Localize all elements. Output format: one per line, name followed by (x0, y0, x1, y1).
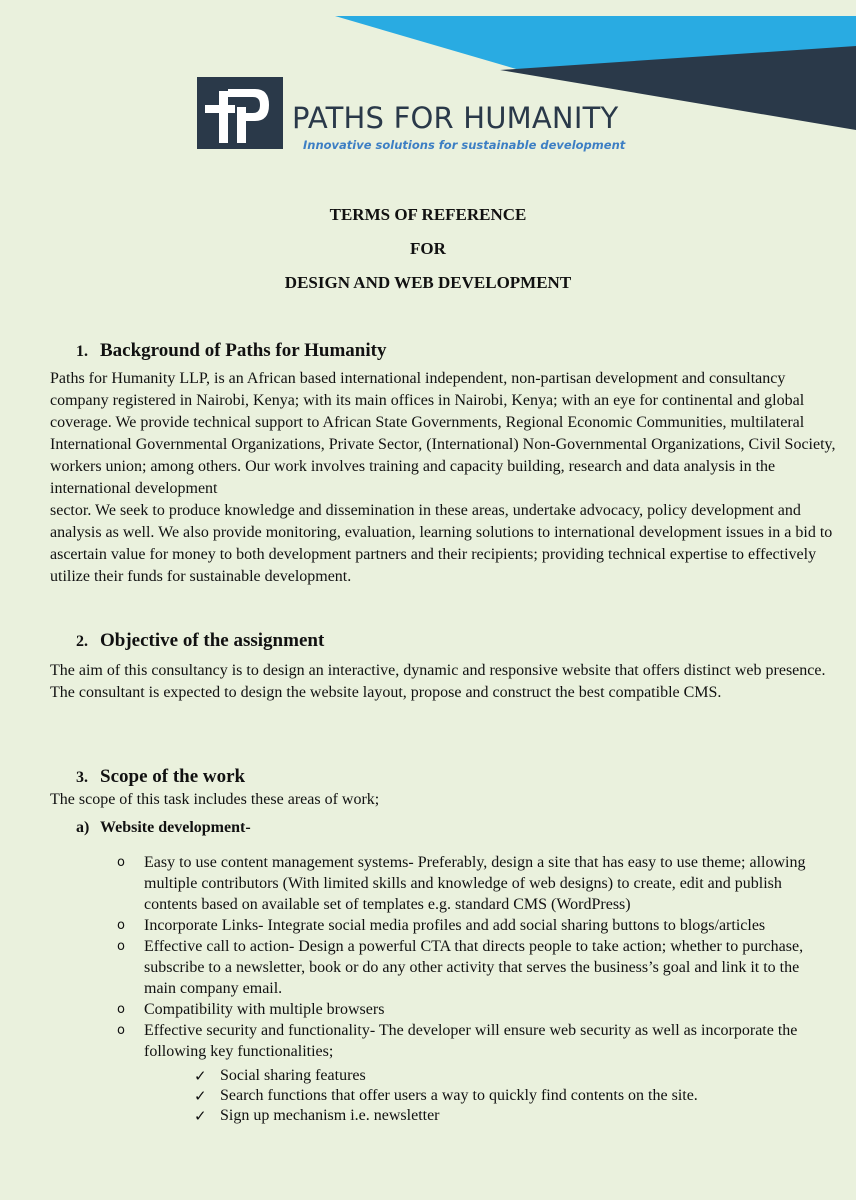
section-number: 2. (76, 633, 88, 650)
check-icon: ✓ (194, 1067, 207, 1085)
key-functionalities-checklist (194, 1066, 814, 1126)
subsection-heading-website-development (76, 819, 251, 837)
section-paragraph-scope: The scope of this task includes these areas of work; (50, 791, 380, 808)
checklist-item (194, 1066, 814, 1086)
section-title: Scope of the work (100, 766, 246, 787)
checklist-item-text: Search functions that offer users a way to quickly find contents on the site. (220, 1087, 698, 1104)
check-icon: ✓ (194, 1107, 207, 1125)
list-item-text: Effective security and functionality- The developer will ensure web security as well as incorporate the following key functionalities; (144, 1022, 798, 1060)
section-number: 3. (76, 769, 88, 786)
section-number: 1. (76, 343, 88, 360)
logo-name: PATHS FOR HUMANITY (292, 101, 619, 135)
list-item (117, 915, 817, 936)
bullet-marker: o (117, 918, 125, 933)
list-item (117, 999, 817, 1020)
subsection-label: a) (76, 819, 90, 836)
subsection-title: Website development- (100, 819, 251, 836)
title-line-3: DESIGN AND WEB DEVELOPMENT (284, 273, 572, 292)
section-paragraph-background-continued: sector. We seek to produce knowledge and dissemination in these areas, undertake advocacy, policy development and analysis as well. We also provide monitoring, evaluation, learning solutions to international development issues in a bid to ascertain value for money to both development partners and their recipients; providing technical expertise to effectively utilize their funds for sustainable development. (50, 502, 833, 585)
section-heading-scope (76, 766, 245, 788)
company-logo (197, 77, 626, 157)
list-item-text: Easy to use content management systems- Preferably, design a site that has easy to use theme; allowing multiple contributors (With limited skills and knowledge of web designs) to create, edit and publish contents based on available set of templates e.g. standard CMS (WordPress) (144, 854, 806, 913)
checklist-item (194, 1106, 814, 1126)
list-item (117, 852, 817, 915)
title-line-1: TERMS OF REFERENCE (329, 205, 527, 224)
logo-tagline: Innovative solutions for sustainable development (303, 138, 626, 152)
section-heading-background (76, 340, 386, 362)
section-paragraph-background: Paths for Humanity LLP, is an African based international independent, non-partisan development and consultancy company registered in Nairobi, Kenya; with its main offices in Nairobi, Kenya; with an eye for continental and global coverage. We provide technical support to African State Governments, Regional Economic Communities, multilateral International Governmental Organizations, Private Sector, (International) Non-Governmental Organizations, Civil Society, workers union; among others. Our work involves training and capacity building, research and data analysis in the international development (50, 370, 836, 497)
bullet-marker: o (117, 1023, 125, 1038)
title-line-2: FOR (410, 239, 446, 258)
bullet-marker: o (117, 1002, 125, 1017)
bullet-marker: o (117, 939, 125, 954)
list-item-text: Effective call to action- Design a powerful CTA that directs people to take action; whether to purchase, subscribe to a newsletter, book or do any other activity that serves the business’s goal and link it to the main company email. (144, 938, 804, 997)
website-development-bullets (117, 852, 817, 1062)
list-item-text: Compatibility with multiple browsers (144, 1001, 385, 1018)
section-title: Background of Paths for Humanity (100, 340, 387, 361)
checklist-item-text: Sign up mechanism i.e. newsletter (220, 1107, 440, 1124)
ph-monogram-icon (197, 77, 283, 149)
section-heading-objective (76, 630, 324, 652)
checklist-item-text: Social sharing features (220, 1067, 366, 1084)
list-item (117, 936, 817, 999)
list-item (117, 1020, 817, 1062)
bullet-marker: o (117, 855, 125, 870)
list-item-text: Incorporate Links- Integrate social media profiles and add social sharing buttons to blogs/articles (144, 917, 766, 934)
section-title: Objective of the assignment (100, 630, 325, 651)
check-icon: ✓ (194, 1087, 207, 1105)
checklist-item (194, 1086, 814, 1106)
section-paragraph-objective: The aim of this consultancy is to design an interactive, dynamic and responsive website that offers distinct web presence. The consultant is expected to design the website layout, propose and construct the best compatible CMS. (50, 662, 826, 701)
